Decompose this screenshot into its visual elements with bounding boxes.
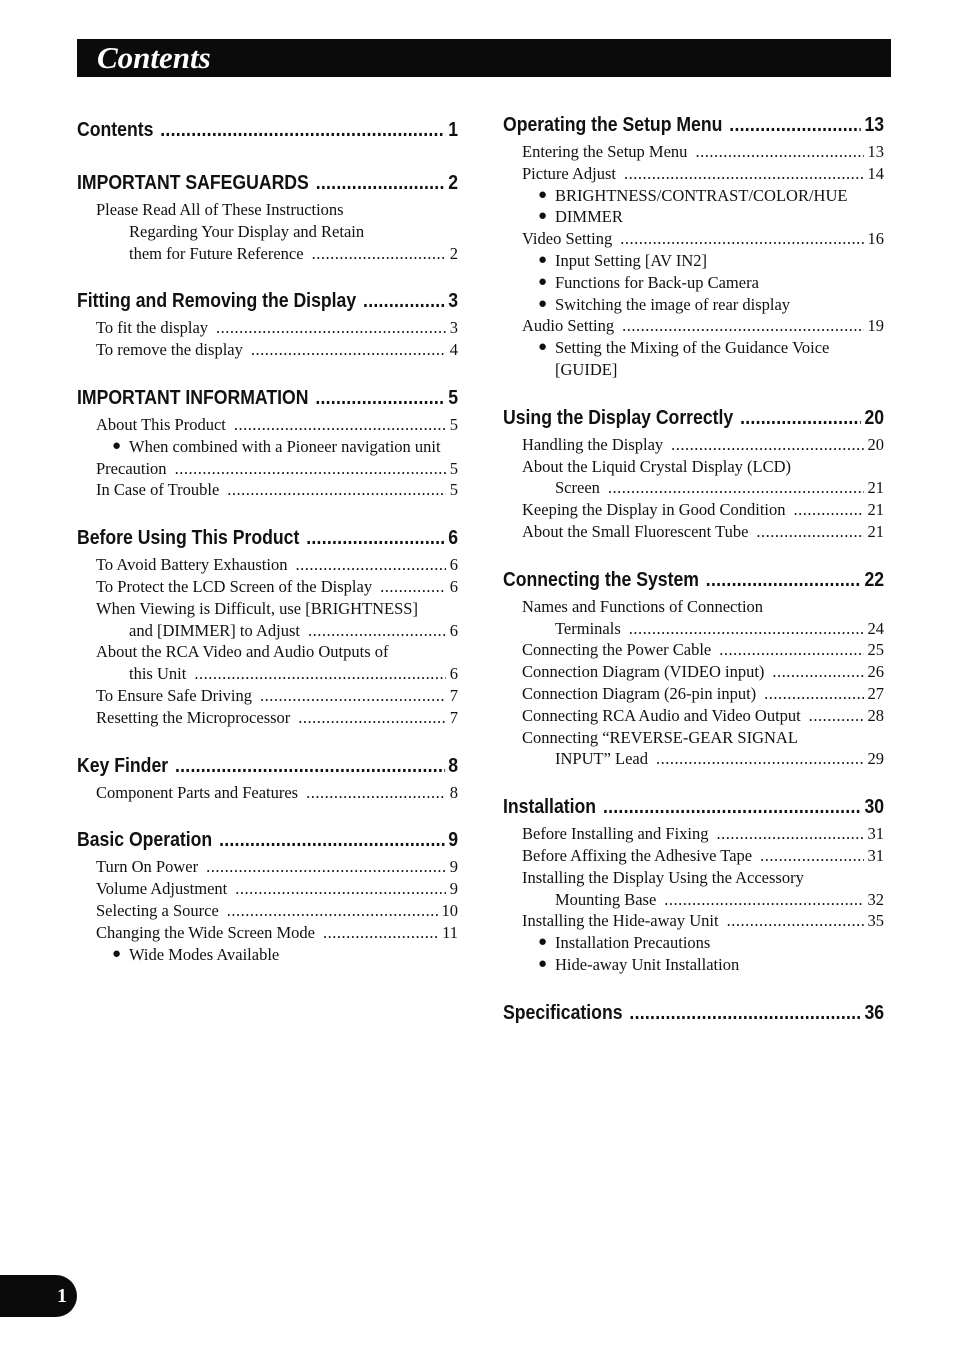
entry-text: Terminals — [555, 618, 621, 638]
toc-entry[interactable] — [522, 521, 884, 543]
section-title: Key Finder — [77, 753, 169, 777]
dot-leader — [175, 749, 445, 782]
page-number: 1 — [57, 1285, 67, 1307]
toc-entry[interactable] — [522, 639, 884, 661]
entry-page-number: 13 — [867, 142, 884, 161]
toc-section-heading[interactable] — [503, 790, 884, 823]
bullet-text: Hide-away Unit Installation — [555, 954, 740, 974]
toc-section-heading[interactable] — [77, 823, 458, 856]
dot-leader — [380, 576, 446, 598]
toc-entry[interactable] — [96, 782, 458, 804]
section-page-number: 5 — [448, 385, 459, 409]
entry-text: Video Setting — [522, 229, 613, 249]
bullet-text: Wide Modes Available — [129, 944, 280, 964]
entry-text: this Unit — [129, 664, 187, 684]
toc-section — [77, 381, 458, 501]
bullet-icon: ● — [112, 437, 122, 454]
entry-text: Names and Functions of Connection — [522, 596, 764, 616]
section-page-number: 6 — [448, 526, 459, 550]
toc-section-heading[interactable] — [77, 521, 458, 554]
entry-text: Connection Diagram (VIDEO input) — [522, 662, 765, 682]
toc-entry[interactable] — [522, 434, 884, 456]
entry-text: About the RCA Video and Audio Outputs of — [96, 642, 389, 662]
toc-entry[interactable] — [522, 845, 884, 867]
toc-section — [503, 563, 884, 770]
entry-text: Before Installing and Fixing — [522, 824, 709, 844]
dot-leader — [740, 401, 861, 434]
dot-leader — [719, 639, 863, 661]
entry-page-number: 20 — [867, 434, 884, 454]
entry-page-number: 3 — [449, 318, 458, 338]
toc-entry[interactable] — [522, 823, 884, 845]
dot-leader — [219, 823, 445, 856]
dot-leader — [234, 414, 446, 436]
section-page-number: 2 — [448, 171, 459, 194]
toc-entry-continuation — [129, 663, 458, 685]
dot-leader — [260, 685, 446, 707]
dot-leader — [629, 618, 864, 640]
bullet-icon: ● — [538, 295, 548, 312]
bullet-text: Functions for Back-up Camera — [555, 272, 759, 292]
toc-entry[interactable] — [96, 685, 458, 707]
entry-page-number: 6 — [449, 664, 458, 684]
section-page-number: 9 — [448, 828, 459, 852]
dot-leader — [760, 845, 863, 867]
toc-left-column — [77, 113, 458, 985]
section-title: Installation — [503, 795, 597, 819]
section-title: Connecting the System — [503, 567, 699, 591]
entry-page-number: 7 — [449, 707, 458, 727]
toc-bullet-item[interactable] — [538, 250, 884, 272]
section-page-number: 3 — [448, 289, 459, 313]
bullet-icon: ● — [538, 208, 548, 225]
dot-leader — [298, 707, 445, 729]
bullet-icon: ● — [538, 273, 548, 290]
toc-entry[interactable] — [522, 499, 884, 521]
section-title: Specifications — [503, 1000, 623, 1024]
bullet-text: Installation Precautions — [555, 933, 711, 953]
toc-entry[interactable] — [96, 641, 458, 663]
toc-entry[interactable] — [522, 867, 884, 889]
toc-section-heading[interactable] — [503, 108, 884, 141]
toc-section-heading[interactable] — [77, 284, 458, 317]
entry-text: Entering the Setup Menu — [522, 142, 688, 161]
toc-entry[interactable] — [522, 705, 884, 727]
section-title: IMPORTANT INFORMATION — [77, 385, 309, 409]
dot-leader — [809, 705, 864, 727]
entry-text: Mounting Base — [555, 889, 657, 909]
bullet-icon: ● — [538, 955, 548, 972]
dot-leader — [622, 315, 863, 337]
dot-leader — [312, 243, 446, 265]
bullet-text: Setting the Mixing of the Guidance Voice [GUIDE] — [555, 338, 830, 379]
dot-leader — [316, 166, 445, 199]
bullet-text: Input Setting [AV IN2] — [555, 250, 708, 270]
entry-text: Installing the Hide-away Unit — [522, 911, 719, 931]
toc-section — [77, 113, 458, 146]
dot-leader — [295, 554, 445, 576]
toc-section-heading[interactable] — [77, 166, 458, 199]
toc-entry[interactable] — [96, 922, 458, 944]
entry-text: To Protect the LCD Screen of the Display — [96, 576, 373, 596]
entry-page-number: 6 — [449, 620, 458, 640]
section-page-number: 8 — [448, 753, 459, 777]
entry-page-number: 26 — [867, 662, 884, 682]
entry-page-number: 11 — [442, 922, 458, 942]
entry-text: To remove the display — [96, 340, 243, 360]
dot-leader — [620, 228, 863, 250]
entry-text: Turn On Power — [96, 857, 199, 877]
dot-leader — [794, 499, 864, 521]
bullet-icon: ● — [112, 945, 122, 962]
entry-page-number: 21 — [867, 500, 884, 520]
toc-section-heading[interactable] — [77, 113, 458, 146]
toc-entry[interactable] — [96, 458, 458, 480]
entry-text: In Case of Trouble — [96, 480, 220, 500]
section-page-number: 22 — [864, 567, 885, 591]
toc-entry-continuation — [129, 221, 458, 243]
toc-bullet-item[interactable] — [538, 337, 884, 381]
dot-leader — [729, 108, 861, 141]
entry-text: About the Liquid Crystal Display (LCD) — [522, 456, 792, 476]
section-page-number: 20 — [864, 405, 885, 429]
dot-leader — [323, 922, 438, 944]
toc-entry[interactable] — [96, 414, 458, 436]
toc-entry[interactable] — [522, 596, 884, 618]
toc-entry[interactable] — [522, 456, 884, 478]
entry-page-number: 5 — [449, 458, 458, 478]
entry-text: To Avoid Battery Exhaustion — [96, 555, 288, 575]
toc-entry[interactable] — [96, 339, 458, 361]
entry-text: Handling the Display — [522, 434, 664, 454]
dot-leader — [235, 878, 446, 900]
bullet-icon: ● — [538, 251, 548, 268]
section-title: Basic Operation — [77, 828, 213, 852]
entry-page-number: 4 — [449, 340, 458, 360]
toc-entry[interactable] — [96, 900, 458, 922]
entry-page-number: 9 — [449, 857, 458, 877]
entry-text: Installing the Display Using the Accessory — [522, 867, 804, 887]
toc-entry[interactable] — [96, 554, 458, 576]
dot-leader — [160, 113, 445, 146]
entry-page-number: 10 — [441, 900, 458, 920]
title-bar — [77, 39, 891, 77]
toc-entry[interactable] — [522, 141, 884, 163]
toc-entry[interactable] — [96, 878, 458, 900]
entry-text: Resetting the Microprocessor — [96, 707, 291, 727]
entry-text: Connecting “REVERSE-GEAR SIGNAL — [522, 727, 798, 747]
dot-leader — [624, 163, 864, 185]
toc-bullet-item[interactable] — [112, 436, 458, 458]
dot-leader — [306, 782, 446, 804]
toc-section — [77, 521, 458, 728]
entry-text: Before Affixing the Adhesive Tape — [522, 845, 753, 865]
dot-leader — [308, 620, 446, 642]
page-number-tab — [0, 1275, 77, 1317]
entry-text: About This Product — [96, 414, 226, 434]
toc-bullet-item[interactable] — [538, 954, 884, 976]
entry-text: Volume Adjustment — [96, 879, 228, 899]
dot-leader — [772, 661, 863, 683]
toc-section — [77, 284, 458, 361]
entry-text: Selecting a Source — [96, 900, 219, 920]
toc-section — [77, 166, 458, 264]
toc-entry-continuation — [555, 618, 884, 640]
toc-entry[interactable] — [96, 856, 458, 878]
toc-section-heading[interactable] — [503, 401, 884, 434]
entry-text: Please Read All of These Instructions — [96, 200, 344, 219]
toc-entry-continuation — [555, 748, 884, 770]
toc-section-heading[interactable] — [77, 381, 458, 414]
toc-entry[interactable] — [522, 163, 884, 185]
section-title: IMPORTANT SAFEGUARDS — [77, 171, 309, 194]
bullet-text: DIMMER — [555, 207, 623, 227]
entry-page-number: 9 — [449, 879, 458, 899]
bullet-text: BRIGHTNESS/CONTRAST/COLOR/HUE — [555, 185, 848, 205]
toc-entry[interactable] — [522, 683, 884, 705]
section-title: Operating the Setup Menu — [503, 113, 723, 136]
section-page-number: 36 — [864, 1000, 885, 1024]
dot-leader — [194, 663, 445, 685]
toc-entry[interactable] — [522, 727, 884, 749]
toc-section — [503, 996, 884, 1029]
entry-page-number: 28 — [867, 705, 884, 725]
section-page-number: 13 — [864, 113, 885, 136]
dot-leader — [706, 563, 861, 596]
entry-text: and [DIMMER] to Adjust — [129, 620, 300, 640]
entry-text: Changing the Wide Screen Mode — [96, 922, 315, 942]
entry-page-number: 8 — [449, 782, 458, 802]
entry-page-number: 16 — [867, 229, 884, 249]
toc-section-heading[interactable] — [77, 749, 458, 782]
bullet-text: Switching the image of rear display — [555, 294, 791, 314]
entry-text: Keeping the Display in Good Condition — [522, 500, 786, 520]
toc-entry-continuation — [129, 243, 458, 265]
dot-leader — [717, 823, 864, 845]
page-title: Contents — [97, 40, 211, 75]
dot-leader — [363, 284, 445, 317]
entry-page-number: 21 — [867, 478, 884, 498]
toc-entry[interactable] — [522, 910, 884, 932]
dot-leader — [756, 521, 863, 543]
toc-bullet-item[interactable] — [538, 185, 884, 207]
dot-leader — [216, 317, 446, 339]
dot-leader — [227, 479, 445, 501]
entry-page-number: 19 — [867, 316, 884, 336]
toc-entry[interactable] — [522, 315, 884, 337]
toc-section — [77, 749, 458, 804]
entry-text: Connection Diagram (26-pin input) — [522, 683, 757, 703]
entry-page-number: 6 — [449, 576, 458, 596]
bullet-icon: ● — [538, 934, 548, 951]
bullet-icon: ● — [538, 339, 548, 356]
toc-entry-continuation — [555, 477, 884, 499]
entry-page-number: 21 — [867, 521, 884, 541]
dot-leader — [251, 339, 446, 361]
dot-leader — [603, 790, 861, 823]
entry-page-number: 35 — [867, 911, 884, 931]
entry-page-number: 24 — [867, 618, 884, 638]
toc-section — [503, 401, 884, 543]
entry-text: Picture Adjust — [522, 163, 616, 183]
toc-bullet-item[interactable] — [538, 206, 884, 228]
toc-section-heading[interactable] — [503, 996, 884, 1029]
toc-section — [503, 108, 884, 381]
section-title: Before Using This Product — [77, 526, 300, 550]
dot-leader — [315, 381, 444, 414]
dot-leader — [656, 748, 863, 770]
dot-leader — [695, 141, 863, 163]
toc-right-column — [503, 108, 884, 1049]
toc-section-heading[interactable] — [503, 563, 884, 596]
toc-entry[interactable] — [522, 661, 884, 683]
bullet-icon: ● — [538, 186, 548, 203]
entry-text: them for Future Reference — [129, 243, 304, 263]
dot-leader — [175, 458, 446, 480]
section-page-number: 30 — [864, 795, 885, 819]
toc-entry-continuation — [555, 889, 884, 911]
toc-bullet-item[interactable] — [112, 944, 458, 966]
toc-entry[interactable] — [522, 228, 884, 250]
toc-entry-continuation — [129, 620, 458, 642]
dot-leader — [629, 996, 861, 1029]
entry-page-number: 32 — [867, 889, 884, 909]
entry-text: Audio Setting — [522, 316, 615, 336]
dot-leader — [206, 856, 446, 878]
entry-page-number: 6 — [449, 555, 458, 575]
dot-leader — [306, 521, 445, 554]
toc-entry[interactable] — [96, 576, 458, 598]
section-title: Using the Display Correctly — [503, 405, 734, 429]
toc-entry[interactable] — [96, 199, 458, 221]
entry-text: To fit the display — [96, 318, 209, 338]
entry-text: Component Parts and Features — [96, 782, 299, 802]
dot-leader — [608, 477, 864, 499]
entry-text: INPUT” Lead — [555, 749, 649, 769]
entry-page-number: 5 — [449, 414, 458, 434]
entry-text: Screen — [555, 478, 600, 498]
entry-page-number: 29 — [867, 749, 884, 769]
toc-entry[interactable] — [96, 598, 458, 620]
section-page-number: 1 — [448, 118, 459, 141]
entry-text: Precaution — [96, 458, 167, 478]
dot-leader — [671, 434, 863, 456]
dot-leader — [727, 910, 864, 932]
entry-page-number: 14 — [867, 163, 884, 183]
entry-text: To Ensure Safe Driving — [96, 685, 253, 705]
entry-text: Connecting the Power Cable — [522, 640, 712, 660]
entry-page-number: 25 — [867, 640, 884, 660]
entry-page-number: 31 — [867, 845, 884, 865]
entry-page-number: 5 — [449, 480, 458, 500]
toc-section — [77, 823, 458, 965]
toc-bullet-item[interactable] — [538, 272, 884, 294]
entry-page-number: 27 — [867, 683, 884, 703]
toc-entry[interactable] — [96, 479, 458, 501]
dot-leader — [664, 889, 863, 911]
entry-page-number: 2 — [449, 243, 458, 263]
toc-entry[interactable] — [96, 317, 458, 339]
dot-leader — [227, 900, 438, 922]
entry-page-number: 7 — [449, 685, 458, 705]
entry-text: When Viewing is Difficult, use [BRIGHTNESS] — [96, 598, 418, 618]
section-title: Contents — [77, 118, 154, 141]
bullet-text: When combined with a Pioneer navigation unit — [129, 436, 441, 456]
entry-page-number: 31 — [867, 824, 884, 844]
toc-bullet-item[interactable] — [538, 294, 884, 316]
toc-section — [503, 790, 884, 976]
toc-entry[interactable] — [96, 707, 458, 729]
entry-text: About the Small Fluorescent Tube — [522, 521, 749, 541]
section-title: Fitting and Removing the Display — [77, 289, 357, 313]
entry-text: Connecting RCA Audio and Video Output — [522, 705, 801, 725]
entry-text: Regarding Your Display and Retain — [129, 221, 365, 241]
toc-bullet-item[interactable] — [538, 932, 884, 954]
dot-leader — [764, 683, 863, 705]
